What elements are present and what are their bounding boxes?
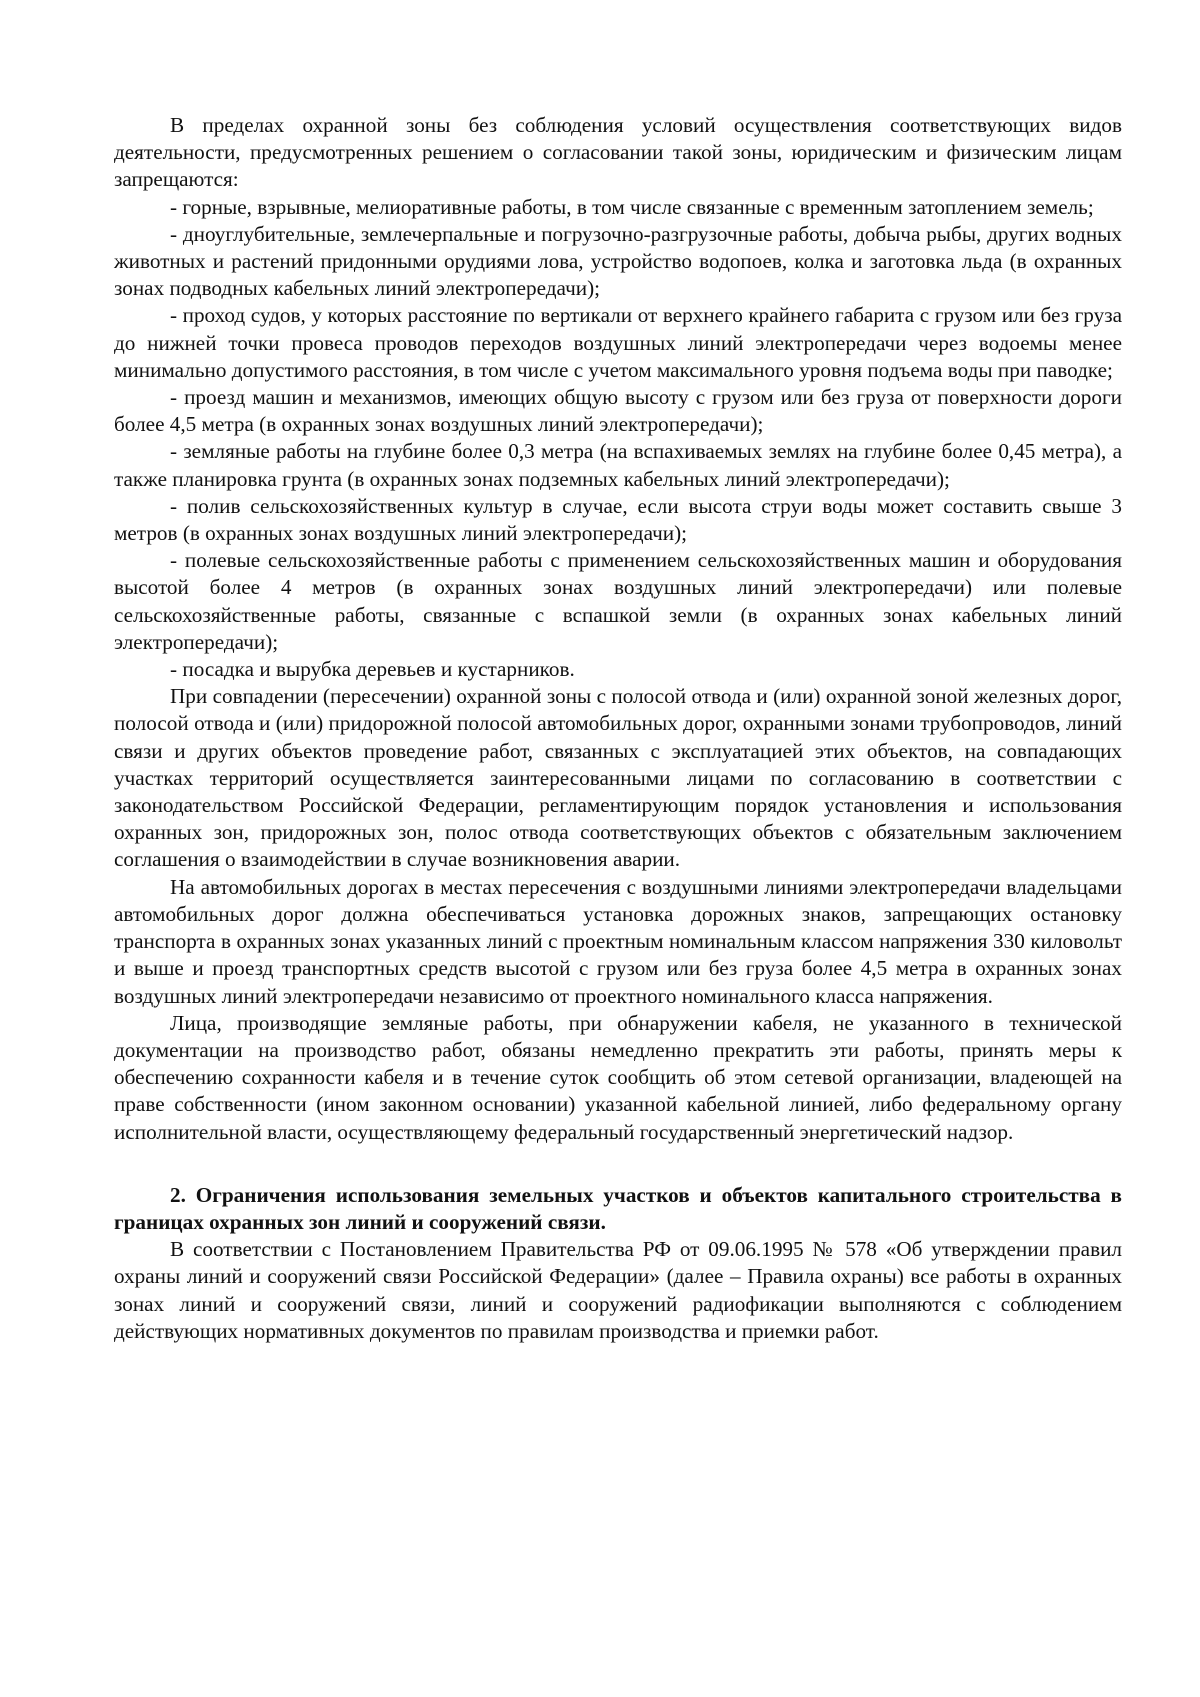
paragraph-road-signs: На автомобильных дорогах в местах пересечения с воздушными линиями электропередачи владельцами автомобильных дорог должна обеспечиваться установка дорожных знаков, запрещающих остановку транспорта в охранных зонах указанных линий с проектным номинальным классом напряжения 330 киловольт и выше и проезд транспортных средств высотой с грузом или без груза более 4,5 метра в охранных зонах воздушных линий электропередачи независимо от проектного номинального класса напряжения. [114, 874, 1122, 1008]
section-heading: 2. Ограничения использования земельных участков и объектов капитального строительства в границах охранных зон линий и сооружений связи. [114, 1182, 1122, 1234]
list-item-tree-planting: - посадка и вырубка деревьев и кустарников. [170, 657, 575, 682]
list-item-mining-works: - горные, взрывные, мелиоративные работы, в том числе связанные с временным затоплением земель; [170, 194, 1094, 219]
document-page [114, 112, 1122, 1345]
paragraph-cable-discovery: Лица, производящие земляные работы, при обнаружении кабеля, не указанного в технической документации на производство работ, обязаны немедленно прекратить эти работы, принять меры к обеспечению сохранности кабеля и в течение суток сообщить об этом сетевой организации, владеющей на праве собственности (ином законном основании) указанной кабельной линией, либо федеральному органу исполнительной власти, осуществляющему федеральный государственный энергетический надзор. [114, 1010, 1122, 1144]
list-item-field-works: - полевые сельскохозяйственные работы с применением сельскохозяйственных машин и оборудования высотой более 4 метров (в охранных зонах воздушных линий электропередачи) или полевые сельскохозяйственные работы, связанные с вспашкой земли (в охранных зонах кабельных линий электропередачи); [114, 548, 1122, 654]
paragraph-zone-overlap: При совпадении (пересечении) охранной зоны с полосой отвода и (или) охранной зоной железных дорог, полосой отвода и (или) придорожной полосой автомобильных дорог, охранными зонами трубопроводов, линий связи и других объектов проведение работ, связанных с эксплуатацией этих объектов, на совпадающих участках территорий осуществляется заинтересованными лицами по согласованию в соответствии с законодательством Российской Федерации, регламентирующим порядок установления и использования охранных зон, придорожных зон, полос отвода соответствующих объектов с обязательным заключением соглашения о взаимодействии в случае возникновения аварии. [114, 684, 1122, 872]
list-item-earthworks: - земляные работы на глубине более 0,3 метра (на вспахиваемых землях на глубине более 0,45 метра), а также планировка грунта (в охранных зонах подземных кабельных линий электропередачи); [114, 439, 1122, 491]
paragraph-intro: В пределах охранной зоны без соблюдения условий осуществления соответствующих видов деятельности, предусмотренных решением о согласовании такой зоны, юридическим и физическим лицам запрещаются: [114, 113, 1122, 192]
list-item-vehicle-passage: - проезд машин и механизмов, имеющих общую высоту с грузом или без груза от поверхности дороги более 4,5 метра (в охранных зонах воздушных линий электропередачи); [114, 385, 1122, 437]
list-item-ship-passage: - проход судов, у которых расстояние по вертикали от верхнего крайнего габарита с грузом или без груза до нижней точки провеса проводов переходов воздушных линий электропередачи через водоемы менее минимально допустимого расстояния, в том числе с учетом максимального уровня подъема воды при паводке; [114, 303, 1122, 382]
list-item-dredging-works: - дноуглубительные, землечерпальные и погрузочно-разгрузочные работы, добыча рыбы, других водных животных и растений придонными орудиями лова, устройство водопоев, колка и заготовка льда (в охранных зонах подводных кабельных линий электропередачи); [114, 221, 1122, 301]
paragraph-communication-rules: В соответствии с Постановлением Правительства РФ от 09.06.1995 № 578 «Об утверждении правил охраны линий и сооружений связи Российской Федерации» (далее – Правила охраны) все работы в охранных зонах линий и сооружений связи, линий и сооружений радиофикации выполняются с соблюдением действующих нормативных документов по правилам производства и приемки работ. [114, 1237, 1122, 1343]
section-spacer [114, 1146, 1122, 1182]
list-item-irrigation: - полив сельскохозяйственных культур в случае, если высота струи воды может составить свыше 3 метров (в охранных зонах воздушных линий электропередачи); [114, 493, 1122, 546]
